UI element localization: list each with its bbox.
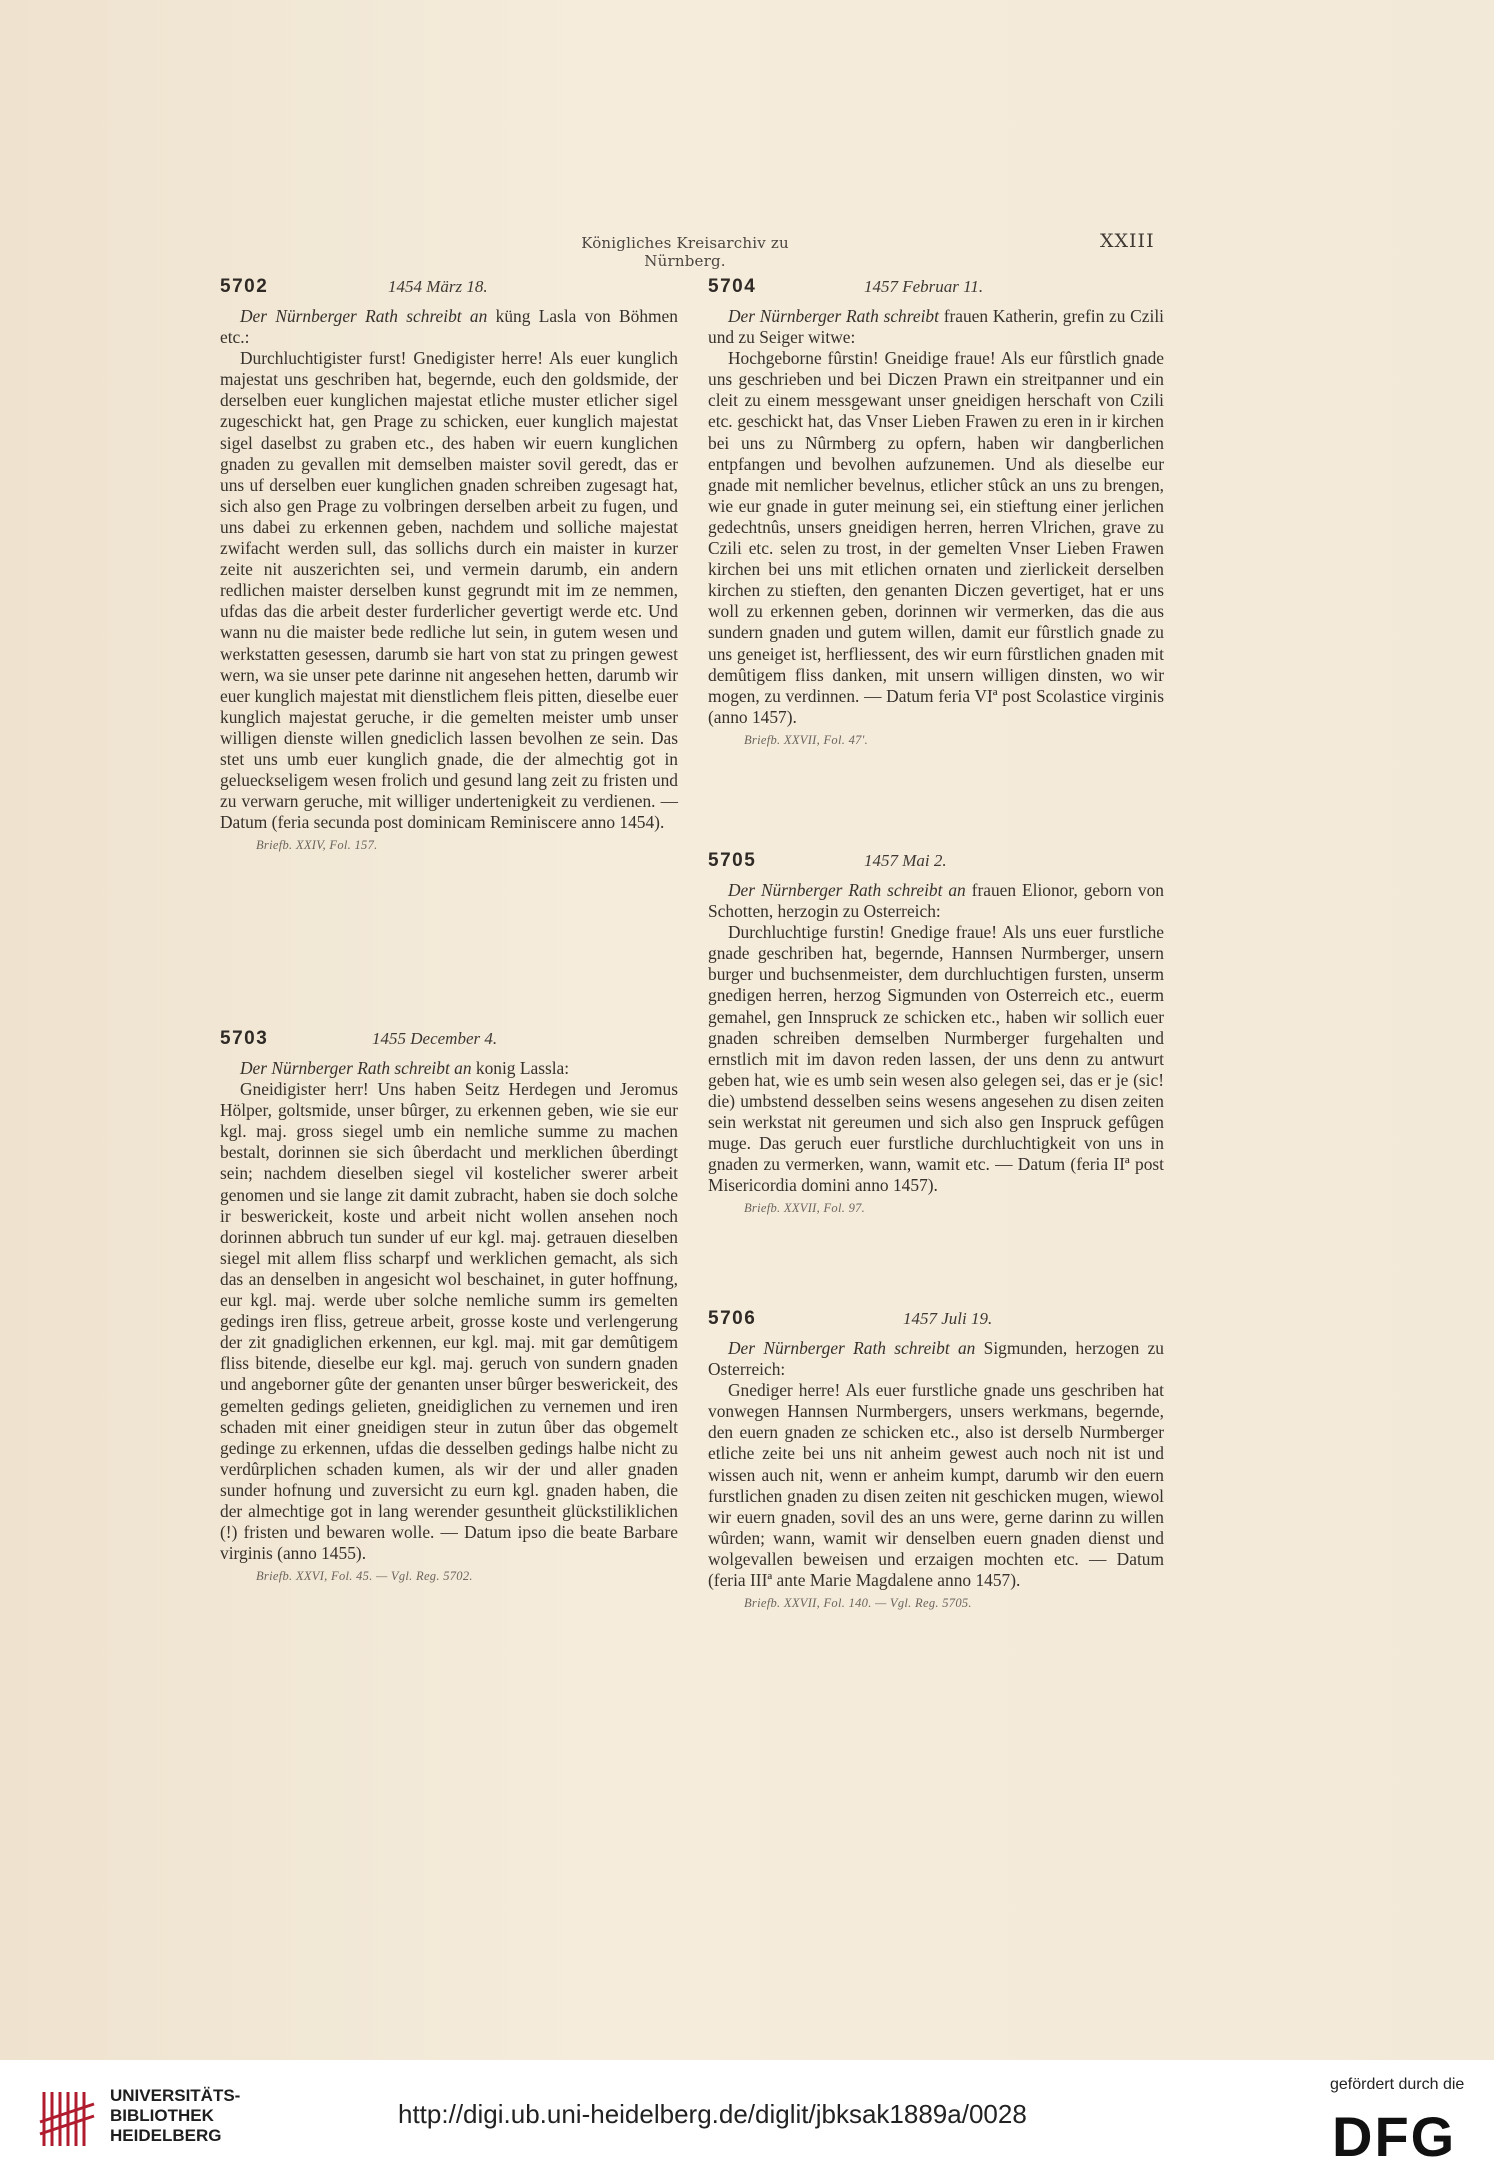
- entry-date: 1455 December 4.: [372, 1029, 498, 1048]
- heading-italic: Der Nürnberger Rath schreibt an: [728, 880, 966, 900]
- entry-5704: [708, 276, 1164, 751]
- entry-heading: [708, 306, 1164, 348]
- dfg-logo: DFG: [1332, 2105, 1457, 2168]
- heading-italic: Der Nürnberger Rath schreibt an: [240, 1058, 472, 1078]
- heading-addressee: küng Lasla von Böhmen etc.:: [220, 306, 678, 348]
- entry-body: Gnediger herre! Als euer furstliche gnade uns geschriben hat vonwegen Hannsen Nurmbergers, unsers werkmans, begernde, den euern gnaden ze schicken etc., also ist derselb Nurmberger etliche zeite bei uns nit anheim gewest auch noch nit ist und wissen auch nit, wenn er anheim kumpt, darumb wir den euern furstlichen gnaden zu disen zeiten nit geschicken mugen, wiewol wir euern gnaden, sovil des an uns were, gerne darinn zu willen wûrden; wann, wamit wir denselben euern gnaden dienst und wolgevallen beweisen und erzaigen mochten etc. — Datum (feria IIIª ante Marie Magdalene anno 1457).: [708, 1380, 1164, 1591]
- entry-date: 1457 Mai 2.: [864, 851, 947, 870]
- entry-heading: [708, 880, 1164, 922]
- digitization-footer: [0, 2060, 1494, 2180]
- entry-5706: [708, 1308, 1164, 1614]
- entry-source: Briefb. XXVI, Fol. 45. — Vgl. Reg. 5702.: [256, 1569, 473, 1584]
- entry-heading: [220, 1058, 678, 1079]
- entry-5703: [220, 1028, 678, 1587]
- page-number: XXIII: [1100, 230, 1155, 252]
- entry-body: Durchluchtigister furst! Gnedigister herre! Als euer kunglich majestat uns geschriben hat, begernde, euch den goldsmide, der derselben euer kunglichen majestat etliche muster etlicher sigel zugeschickt hat, gen Prage zu schicken, euer kunglich majestat sigel daselbst zu graben etc., des haben wir euern kunglichen gnaden zu gevallen mit demselben maister sovil geredt, das er uns uf derselben euer kunglichen gnaden schreiben zugesagt hat, sich also gen Prage zu volbringen derselben arbeit zu fugen, und uns dabei zu erkennen geben, nachdem und solliche majestat zwifacht werden sull, das sollichs durch ein maister in kurzer zeite nit auszerichten sei, und vermein darumb, ein andern redlichen maister derselben kunst gegrundt mit im ze nemmen, ufdas das die arbeit dester furderlicher gevertigt werde etc. Und wann nu die maister bede redliche lut sein, in gutem wesen und werkstatten gesessen, darumb sie hart von stat zu pringen gewest wern, wa sie unser pete darinne nit angesehen hetten, darumb wir euer kunglich majestat mit dienstlichem fleis pitten, dieselbe euer kunglich majestat geruche, ir die gemelten meister umb unser willigen dienste willen gnediclich lassen bevolhen ze sein. Das stet uns umb euer kunglich gnade, die der almechtig got in gelueckseligem wesen frolich und gesund lang zeit zu fristen und zu verwarn geruche, mit williger undertenigkeit zu verdienen. — Datum (feria secunda post dominicam Reminiscere anno 1454).: [220, 348, 678, 833]
- entry-number: 5705: [708, 850, 757, 871]
- institution-line: BIBLIOTHEK: [110, 2106, 214, 2125]
- institution-line: UNIVERSITÄTS-: [110, 2086, 241, 2105]
- entry-date: 1454 März 18.: [388, 277, 488, 296]
- heading-addressee: konig Lassla:: [475, 1058, 570, 1078]
- heading-addressee: Sigmunden, herzogen zu Osterreich:: [708, 1338, 1164, 1380]
- heading-addressee: frauen Elionor, geborn von Schotten, herzogin zu Osterreich:: [708, 880, 1164, 922]
- entry-number: 5703: [220, 1028, 269, 1049]
- entry-body: Hochgeborne fûrstin! Gneidige fraue! Als eur fûrstlich gnade uns geschrieben und bei Diczen Prawn ein streitpanner und ein cleit zu einem messgewant unser gneidigen herschaft von Czili etc. geschickt hat, das Vnser Lieben Frawen zu eren in ir kirchen bei uns zu Nûrmberg zu opfern, haben wir dangberlichen entpfangen und bevolhen aufzunemen. Und als dieselbe eur gnade mit nemlicher bevelnus, etlicher stûck an uns zu brengen, wie eur gnade in guter meinung sei, ein stieftung einer jerlichen gedechtnûs, unsers gneidigen herren, herren Vlrichen, grave zu Czili etc. selen zu trost, in der gemelten Vnser Lieben Frawen kirchen bei uns mit etlichen ornaten und zierlickeit derselben kirchen zu stieften, den genanten Diczen gevertiget, hat er uns woll zu erkennen geben, dorinnen wir vermerken, das die aus sundern gnaden und gutem willen, damit eur fûrstlich gnade zu uns geneiget ist, herfliessent, des wir eurn fûrstlichen gnaden mit demûtigem fliss danken, mit unsern willigen dinsten, wo wir mogen, zu verdinnen. — Datum feria VIª post Scolastice virginis (anno 1457).: [708, 348, 1164, 727]
- heading-italic: Der Nürnberger Rath schreibt: [728, 306, 939, 326]
- heading-italic: Der Nürnberger Rath schreibt an: [240, 306, 488, 326]
- entry-source: Briefb. XXVII, Fol. 140. — Vgl. Reg. 5705.: [744, 1596, 972, 1611]
- entry-number: 5704: [708, 276, 757, 297]
- entry-heading: [220, 306, 678, 348]
- university-library-name: [110, 2086, 240, 2146]
- entry-number: 5706: [708, 1308, 757, 1329]
- heading-italic: Der Nürnberger Rath schreibt an: [728, 1338, 976, 1358]
- entry-source: Briefb. XXVII, Fol. 47'.: [744, 732, 869, 747]
- entry-source: Briefb. XXVII, Fol. 97.: [744, 1201, 866, 1216]
- entry-heading: [708, 1338, 1164, 1380]
- permalink-url[interactable]: http://digi.ub.uni-heidelberg.de/diglit/jbksak1889a/0028: [398, 2099, 1027, 2129]
- running-head: Königliches Kreisarchiv zu Nürnberg.: [581, 234, 789, 270]
- entry-5702: [220, 276, 678, 856]
- entry-5705: [708, 850, 1164, 1220]
- entry-date: 1457 Juli 19.: [903, 1309, 993, 1328]
- entry-date: 1457 Februar 11.: [864, 277, 984, 296]
- entry-source: Briefb. XXIV, Fol. 157.: [256, 838, 378, 853]
- institution-line: HEIDELBERG: [110, 2126, 222, 2145]
- entry-number: 5702: [220, 276, 269, 297]
- university-library-logo-icon: [38, 2084, 98, 2154]
- heading-addressee: frauen Katherin, grefin zu Czili und zu Seiger witwe:: [708, 306, 1164, 348]
- entry-body: Durchluchtige furstin! Gnedige fraue! Als uns euer furstliche gnade geschriben hat, begernde, Hannsen Nurmberger, unsern burger und buchsenmeister, dem durchluchtigen fursten, unserm gnedigen herren, herzog Sigmunden von Osterreich etc., euerm gemahel, gen Innspruck ze schicken etc., haben wir sollich euer gnaden schreiben demselben Nurmberger furgehalten und ernstlich mit im davon reden lassen, der uns denn zu antwurt geben hat, wie es umb sein wesen also gelegen sei, das er je (sic! die) umbstend desselben seins wesens angesehen zu disen zeiten sein werkstat nit gereumen und sich also gen Inspruck gefûgen muge. Das geruch euer furstliche durchluchtigkeit von uns in gnaden zu vermerken, wann, wamit etc. — Datum (feria IIª post Misericordia domini anno 1457).: [708, 922, 1164, 1196]
- funded-by-label: gefördert durch die: [1330, 2076, 1465, 2093]
- entry-body: Gneidigister herr! Uns haben Seitz Herdegen und Jeromus Hölper, goltsmide, unser bûrger, zu erkennen geben, wie sie eur kgl. maj. gross siegel umb ein nemliche summe zu machen bestalt, dorinnen sie sich ûberdacht und merklichen ûberdingt sein; nachdem dieselben siegel vil kostelicher swerer arbeit genomen und sie lange zit damit zubracht, haben sie doch solche ir beswerickeit, koste und arbeit nicht wollen ansehen noch dorinnen abbruch tun sunder uf eur kgl. maj. getrauen dieselben siegel mit allem fliss scharpf und werklichen gemacht, als sich das an denselben in angesicht wol beschainet, in guter hoffnung, eur kgl. maj. werde uber solche nemliche summ irs gemelten gedings iren fliss, getreue arbeit, grosse koste und verlengerung der zit gnadiglichen erkennen, eur kgl. maj. mit gar demûtigem fliss bitende, dieselbe eur kgl. maj. geruch von sundern gnaden und angeborner gûte der genanten unser bûrger beswerickeit, des gemelten gedings gelieten, gneidiglichen zu vernemen und iren schaden mit einer gneidigen steur in zutun ûber das obgemelt gedinge zu erkennen, ufdas die desselben gedings halbe nicht zu verdûrplichen schaden kumen, als wir der und aller gnaden sunder hofnung und zuversicht zu eurn kgl. gnaden haben, die der almechtige got in lang werender gesuntheit glückstiliklichen (!) fristen und bewaren wolle. — Datum ipso die beate Barbare virginis (anno 1455).: [220, 1079, 678, 1564]
